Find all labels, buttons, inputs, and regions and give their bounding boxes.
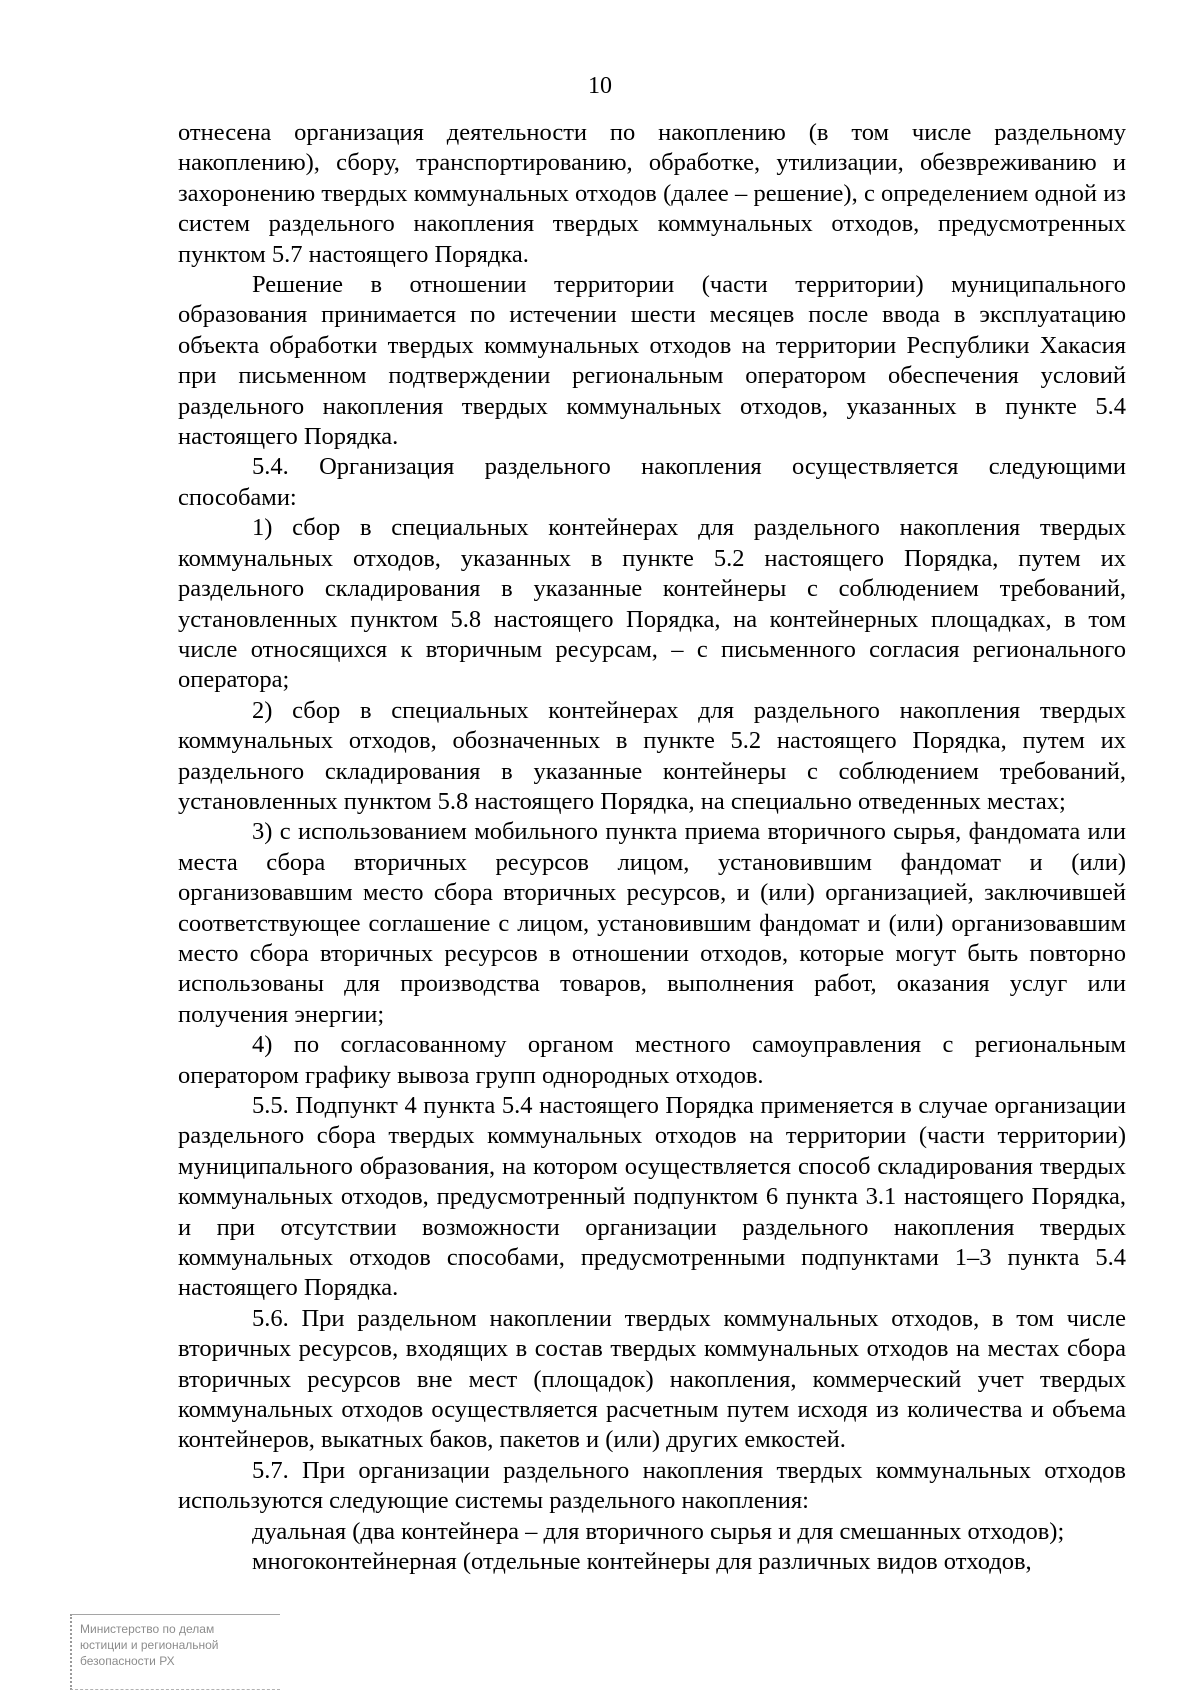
paragraph: многоконтейнерная (отдельные контейнеры для различных видов отходов,	[252, 1548, 1032, 1576]
paragraph: отнесена организация деятельности по накоплению (в том числе раздельному накоплению), сбору, транспортированию, обработке, утилизации, обезвреживанию и захоронению твердых коммунальных отходов (далее – решение), с определением одной из систем раздельного накопления твердых коммунальных отходов, предусмотренных пунктом 5.7 настоящего Порядка.	[178, 119, 1126, 268]
paragraph: 2) сбор в специальных контейнерах для раздельного накопления твердых коммунальных отходов, обозначенных в пункте 5.2 настоящего Порядка, путем их раздельного складирования в указанные контейнеры с соблюдением требований, установленных пунктом 5.8 настоящего Порядка, на специально отведенных местах;	[178, 696, 1126, 815]
paragraph: дуальная (два контейнера – для вторичного сырья и для смешанных отходов);	[252, 1517, 1065, 1545]
stamp-line: безопасности РХ	[80, 1654, 175, 1668]
stamp-line: Министерство по делам	[80, 1622, 215, 1636]
paragraph: 5.7. При организации раздельного накопления твердых коммунальных отходов используются следующие системы раздельного накопления:	[178, 1456, 1126, 1515]
paragraph: 1) сбор в специальных контейнерах для раздельного накопления твердых коммунальных отходов, указанных в пункте 5.2 настоящего Порядка, путем их раздельного складирования в указанные контейнеры с соблюдением требований, установленных пунктом 5.8 настоящего Порядка, на контейнерных площадках, в том числе относящихся к вторичным ресурсам, – с письменного согласия регионального оператора;	[178, 514, 1126, 694]
paragraph: 4) по согласованному органом местного самоуправления с региональным оператором графику вывоза групп однородных отходов.	[178, 1031, 1126, 1089]
paragraph: 5.5. Подпункт 4 пункта 5.4 настоящего Порядка применяется в случае организации раздельного сбора твердых коммунальных отходов на территории (части территории) муниципального образования, на котором осуществляется способ складирования твердых коммунальных отходов, предусмотренный подпунктом 6 пункта 3.1 настоящего Порядка, и при отсутствии возможности организации раздельного накопления твердых коммунальных отходов способами, предусмотренными подпунктами 1–3 пункта 5.4 настоящего Порядка.	[178, 1092, 1126, 1302]
registration-stamp	[70, 1614, 280, 1690]
paragraph: 5.4. Организация раздельного накопления осуществляется следующими способами:	[178, 453, 1126, 511]
paragraph: 3) с использованием мобильного пункта приема вторичного сырья, фандомата или места сбора вторичных ресурсов лицом, установившим фандомат и (или) организовавшим место сбора вторичных ресурсов, и (или) организацией, заключившей соответствующее соглашение с лицом, установившим фандомат и (или) организовавшим место сбора вторичных ресурсов в отношении отходов, которые могут быть повторно использованы для производства товаров, выполнения работ, оказания услуг или получения энергии;	[178, 818, 1126, 1028]
stamp-line: юстиции и региональной	[80, 1638, 219, 1652]
paragraph: 5.6. При раздельном накоплении твердых коммунальных отходов, в том числе вторичных ресурсов, входящих в состав твердых коммунальных отходов на местах сбора вторичных ресурсов вне мест (площадок) накопления, коммерческий учет твердых коммунальных отходов осуществляется расчетным путем исходя из количества и объема контейнеров, выкатных баков, пакетов и (или) других емкостей.	[178, 1304, 1126, 1454]
document-body	[178, 118, 1126, 1578]
paragraph: Решение в отношении территории (части территории) муниципального образования принимается по истечении шести месяцев после ввода в эксплуатацию объекта обработки твердых коммунальных отходов на территории Республики Хакасия при письменном подтверждении региональным оператором обеспечения условий раздельного накопления твердых коммунальных отходов, указанных в пункте 5.4 настоящего Порядка.	[178, 271, 1126, 451]
page-number: 10	[588, 73, 612, 99]
